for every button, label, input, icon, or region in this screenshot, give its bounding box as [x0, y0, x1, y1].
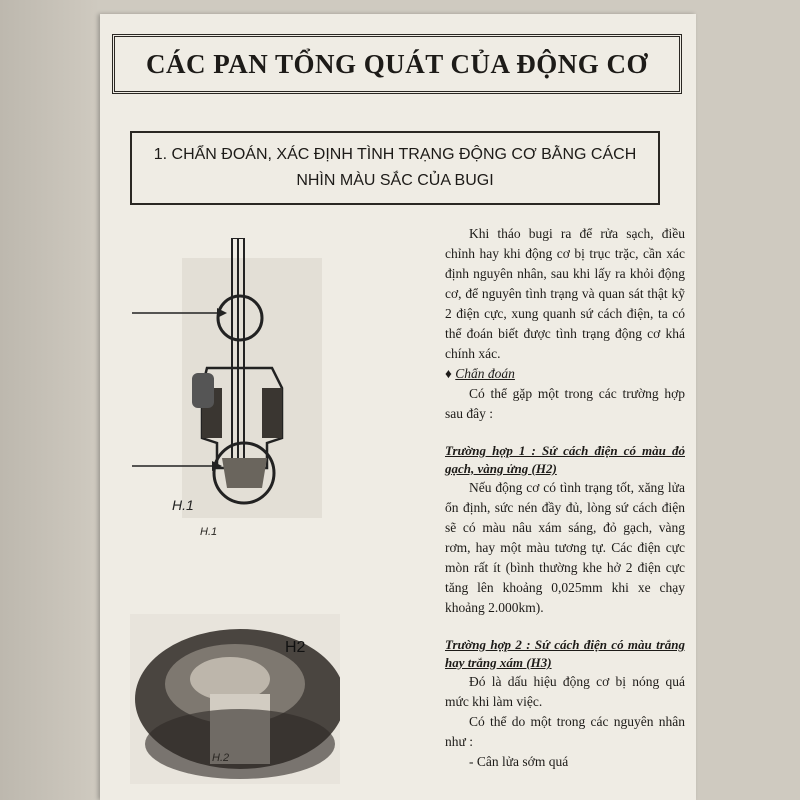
washer-detail [192, 373, 214, 408]
figure2-inline-label: H2 [285, 639, 306, 656]
case1-body: Nếu động cơ có tình trạng tốt, xăng lửa ổn định, sức nén đầy đủ, lòng sứ cách điện sẽ có màu nâu xám sáng, đỏ gạch, vàng rơm, hay một màu tương tự. Các điện cực mòn rất ít (bình thường khe hở 2 điện cực tăng lên khoảng 0,025mm khi xe chạy khoảng 2.000km). [445, 480, 685, 615]
causes-intro: Có thể do một trong các nguyên nhân như : [445, 714, 685, 749]
diamond-bullet-icon: ♦ [445, 366, 452, 381]
page-gutter [0, 0, 100, 800]
plug-body-hatched-right [262, 388, 282, 438]
section-heading-box [130, 131, 660, 205]
chapter-title-box [112, 34, 682, 94]
intro-paragraph: Khi tháo bugi ra để rửa sạch, điều chỉnh hay khi động cơ bị trục trặc, cần xác định nguyên nhân, sau khi lấy ra khỏi động cơ, để nguyên tình trạng và quan sát thật kỹ 2 điện cực, xung quanh sứ cách điện, ta có thể đoán biết được tình trạng động cơ khá chính xác. [445, 226, 685, 361]
case2-title: Trường hợp 2 : Sứ cách điện có màu trắng hay trắng xám (H3) [445, 637, 685, 670]
spark-plug-photo-figure [130, 614, 340, 784]
chapter-title: CÁC PAN TỔNG QUÁT CỦA ĐỘNG CƠ [145, 48, 649, 79]
diagnosis-bullet [445, 364, 685, 384]
possible-cases-paragraph: Có thể gặp một trong các trường hợp sau đây : [445, 386, 685, 421]
book-page [100, 14, 696, 800]
figure1-caption: H.1 [200, 526, 218, 538]
plug-thread-shadow [145, 709, 335, 779]
case2-body: Đó là dấu hiệu động cơ bị nóng quá mức khi làm việc. [445, 674, 685, 709]
electrode-gap-area [222, 458, 267, 488]
spark-plug-diagram-figure [122, 238, 322, 558]
figure2-caption: H.2 [212, 752, 230, 764]
diagnosis-label: Chẩn đoán [455, 366, 515, 381]
figure1-inline-label: H.1 [172, 497, 194, 513]
body-text-column [445, 224, 685, 772]
case1-title: Trường hợp 1 : Sứ cách điện có màu đỏ gạch, vàng ửng (H2) [445, 443, 685, 476]
section-heading-line1: 1. CHẨN ĐOÁN, XÁC ĐỊNH TÌNH TRẠNG ĐỘNG CƠ BẰNG CÁCH [153, 146, 637, 163]
cause-item-1: - Cân lửa sớm quá [469, 754, 569, 769]
section-heading-line2: NHÌN MÀU SẮC CỦA BUGI [296, 172, 494, 189]
